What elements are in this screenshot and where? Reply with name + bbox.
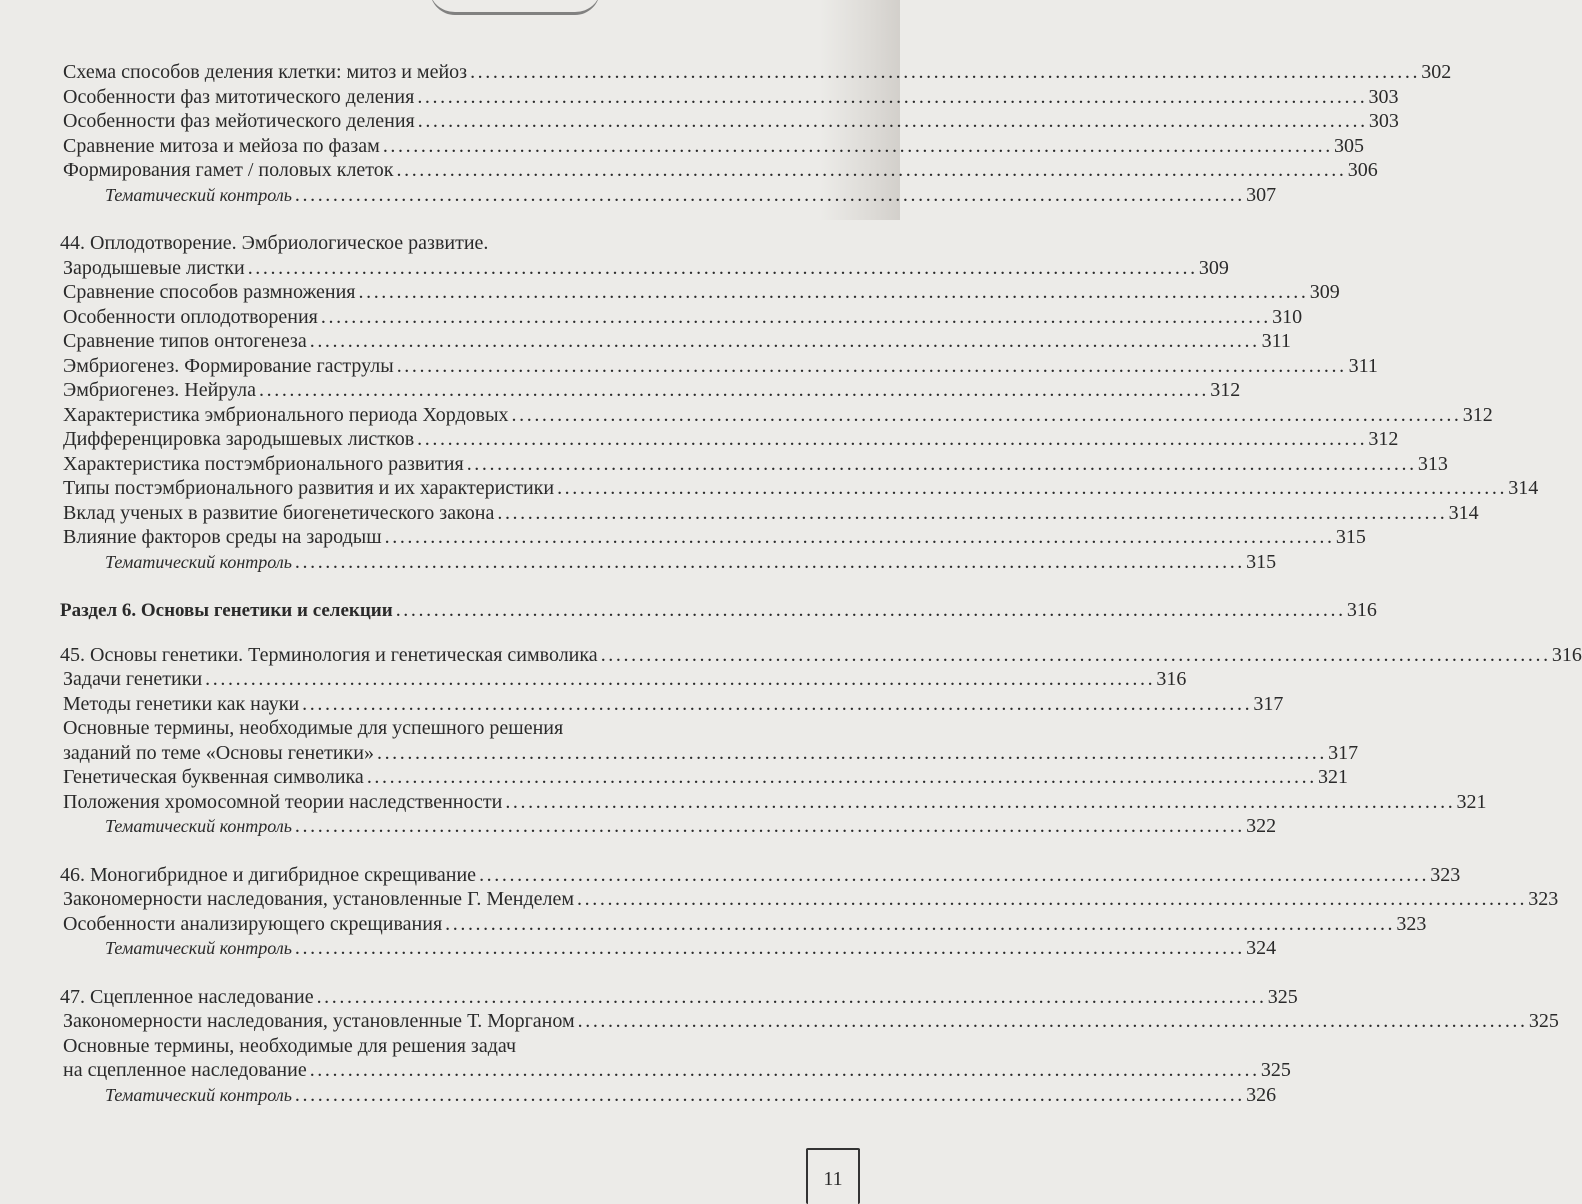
toc-page-number: 316: [1156, 668, 1187, 690]
toc-page-number: 316: [1346, 599, 1377, 621]
toc-entry-title: Закономерности наследования, установленные Г. Менделем: [63, 888, 575, 910]
toc-entry: [60, 109, 1399, 134]
toc-entry-title: Схема способов деления клетки: митоз и мейоз: [63, 61, 468, 83]
toc-entry: [60, 863, 1461, 888]
dot-leader: [385, 525, 1331, 549]
dot-leader: [512, 403, 1458, 427]
dot-leader: [396, 598, 1342, 622]
section-gap: [60, 207, 792, 231]
toc-page-number: 325: [1260, 1059, 1291, 1081]
toc-entry: [60, 60, 1452, 85]
toc-entry-title: Эмбриогенез. Нейрула: [63, 379, 257, 401]
section-gap: [60, 839, 792, 863]
dot-leader: [295, 183, 1241, 207]
toc-entry-title: на сцепленное наследование: [63, 1059, 307, 1081]
toc-entry-title: Сравнение типов онтогенеза: [63, 330, 307, 352]
page-number: 11: [823, 1167, 843, 1190]
dot-leader: [578, 1009, 1524, 1033]
toc-page-number: 312: [1210, 379, 1241, 401]
toc-entry: [60, 280, 1340, 305]
toc-entry-title: Особенности анализирующего скрещивания: [63, 912, 443, 935]
toc-page-number: 312: [1368, 428, 1399, 450]
toc-entry-title: 47. Сцепленное наследование: [60, 985, 314, 1008]
toc-entry: [60, 158, 1378, 183]
dot-leader: [302, 692, 1248, 716]
section-gap: [60, 574, 792, 598]
toc-page-number: 311: [1261, 330, 1291, 352]
toc-entry-title: Тематический контроль: [105, 184, 292, 205]
toc-entry: [60, 525, 1366, 550]
toc-entry-title: 45. Основы генетики. Терминология и генетическая символика: [60, 643, 598, 666]
dot-leader: [205, 667, 1151, 691]
dot-leader: [470, 60, 1416, 84]
toc-entry-title: Характеристика эмбрионального периода Хордовых: [63, 403, 509, 426]
dot-leader: [259, 378, 1205, 402]
dot-leader: [577, 887, 1523, 911]
toc-entry: [60, 403, 1493, 428]
dot-leader: [397, 158, 1343, 182]
toc-entry-title: Влияние факторов среды на зародыш: [63, 526, 382, 548]
toc-entry-title: Особенности фаз митотического деления: [63, 85, 415, 108]
toc-entry-line: Основные термины, необходимые для успешного решения: [63, 717, 564, 739]
dot-leader: [479, 863, 1425, 887]
toc-page-number: 302: [1421, 61, 1452, 83]
dot-leader: [417, 427, 1363, 451]
toc-page-number: 317: [1328, 741, 1359, 764]
toc-page-number: 326: [1246, 1083, 1277, 1106]
page-number-box: [806, 1148, 860, 1204]
toc-page-number: 323: [1528, 888, 1559, 910]
toc-entry: [60, 1058, 1291, 1083]
toc-entry: [60, 887, 1559, 912]
toc-entry-title: Закономерности наследования, установленные Т. Морганом: [63, 1010, 575, 1032]
binding-mark: [430, 0, 600, 15]
toc-entry: [60, 985, 1298, 1010]
toc-page-number: 315: [1246, 550, 1277, 573]
dot-leader: [248, 256, 1194, 280]
toc-page-number: 312: [1462, 403, 1493, 426]
toc-entry: [60, 256, 1229, 281]
dot-leader: [417, 85, 1363, 109]
dot-leader: [321, 305, 1267, 329]
toc-page-number: 321: [1318, 766, 1349, 788]
toc-control-entry: [60, 550, 1277, 575]
toc-entry: [60, 1009, 1559, 1034]
dot-leader: [418, 109, 1364, 133]
toc-page-number: 322: [1246, 815, 1277, 837]
toc-page-number: 314: [1508, 477, 1539, 499]
toc-entry: [60, 354, 1378, 379]
toc-entry-line: Основные термины, необходимые для решения задач: [63, 1034, 517, 1057]
toc-page-number: 303: [1368, 85, 1399, 108]
toc-page-number: 314: [1448, 501, 1479, 524]
toc-page-number: 325: [1267, 985, 1298, 1008]
toc-entry: [60, 741, 1359, 766]
toc-entry-title: Типы постэмбрионального развития и их характеристики: [63, 477, 555, 499]
toc-entry-title: Особенности оплодотворения: [63, 305, 318, 328]
toc-entry: [60, 667, 1187, 692]
toc-entry: [60, 765, 1349, 790]
toc-entry: [60, 452, 1448, 477]
toc-entry-title: Тематический контроль: [105, 816, 292, 836]
toc-page-number: 313: [1417, 452, 1448, 475]
toc-page-number: 306: [1347, 159, 1378, 181]
toc-page-number: 310: [1272, 305, 1303, 328]
dot-leader: [310, 329, 1256, 353]
toc-page-number: 311: [1348, 354, 1378, 377]
toc-entry-title: Характеристика постэмбрионального развития: [63, 452, 464, 475]
dot-leader: [601, 643, 1547, 667]
toc-page-number: 307: [1246, 183, 1277, 206]
toc-page-number: 303: [1368, 110, 1399, 132]
toc-entry-title: Дифференцировка зародышевых листков: [63, 428, 415, 450]
section-gap: [60, 623, 792, 643]
toc-entry-title: Задачи генетики: [63, 668, 203, 690]
toc-entry: [60, 427, 1399, 452]
toc-page-number: 321: [1456, 790, 1487, 813]
toc-page-number: 309: [1309, 281, 1340, 303]
toc-entry: [60, 501, 1479, 526]
toc-control-entry: [60, 1083, 1277, 1108]
dot-leader: [557, 476, 1503, 500]
dot-leader: [505, 790, 1451, 814]
toc-entry-title: Вклад ученых в развитие биогенетического закона: [63, 501, 495, 524]
toc-section-entry: [60, 598, 1377, 623]
toc-entry-title: Зародышевые листки: [63, 256, 245, 279]
toc-entry: [60, 134, 1365, 159]
dot-leader: [397, 354, 1343, 378]
toc-entry-title: Сравнение митоза и мейоза по фазам: [63, 134, 380, 157]
toc-page-number: 323: [1430, 863, 1461, 886]
toc-page-number: 315: [1335, 526, 1366, 548]
toc-entry-title: Положения хромосомной теории наследственности: [63, 790, 503, 813]
dot-leader: [295, 936, 1241, 960]
table-of-contents: [60, 60, 1582, 1107]
toc-entry-title: 46. Моногибридное и дигибридное скрещивание: [60, 863, 477, 886]
toc-entry-title: Особенности фаз мейотического деления: [63, 110, 415, 132]
toc-control-entry: [60, 814, 1277, 839]
toc-entry-title: Тематический контроль: [105, 938, 292, 958]
toc-page-number: 325: [1528, 1010, 1559, 1032]
toc-page-number: 309: [1198, 256, 1229, 279]
toc-entry-title: Тематический контроль: [105, 1084, 292, 1105]
dot-leader: [497, 501, 1443, 525]
toc-entry-title: Методы генетики как науки: [63, 692, 300, 715]
dot-leader: [295, 550, 1241, 574]
toc-entry: [60, 790, 1487, 815]
dot-leader: [359, 280, 1305, 304]
dot-leader: [295, 814, 1241, 838]
section-gap: [60, 961, 792, 985]
toc-entry: [60, 643, 1582, 668]
toc-page-number: 323: [1396, 912, 1427, 935]
toc-chapter-heading: 44. Оплодотворение. Эмбриологическое развитие.: [60, 232, 489, 254]
toc-entry: [60, 476, 1539, 501]
toc-page-number: 316: [1551, 643, 1582, 666]
dot-leader: [445, 912, 1391, 936]
toc-entry: [60, 912, 1427, 937]
toc-entry: [60, 305, 1303, 330]
dot-leader: [367, 765, 1313, 789]
toc-entry-title: Эмбриогенез. Формирование гаструлы: [63, 354, 394, 377]
toc-entry-title: Формирования гамет / половых клеток: [63, 159, 394, 181]
toc-page-number: 305: [1334, 134, 1365, 157]
dot-leader: [377, 741, 1323, 765]
dot-leader: [317, 985, 1263, 1009]
toc-entry-title: Раздел 6. Основы генетики и селекции: [60, 600, 393, 621]
toc-control-entry: [60, 936, 1277, 961]
toc-page-number: 317: [1253, 692, 1284, 715]
toc-entry-title: Тематический контроль: [105, 551, 292, 572]
dot-leader: [310, 1058, 1256, 1082]
toc-entry: [60, 692, 1284, 717]
dot-leader: [383, 134, 1329, 158]
toc-entry: [60, 85, 1399, 110]
toc-entry-title: Сравнение способов размножения: [63, 281, 356, 303]
toc-entry-title: Генетическая буквенная символика: [63, 766, 364, 788]
dot-leader: [467, 452, 1413, 476]
toc-page-number: 324: [1246, 937, 1277, 959]
toc-entry-title: заданий по теме «Основы генетики»: [63, 741, 374, 764]
toc-entry: [60, 329, 1291, 354]
toc-control-entry: [60, 183, 1277, 208]
dot-leader: [295, 1083, 1241, 1107]
toc-entry: [60, 378, 1241, 403]
